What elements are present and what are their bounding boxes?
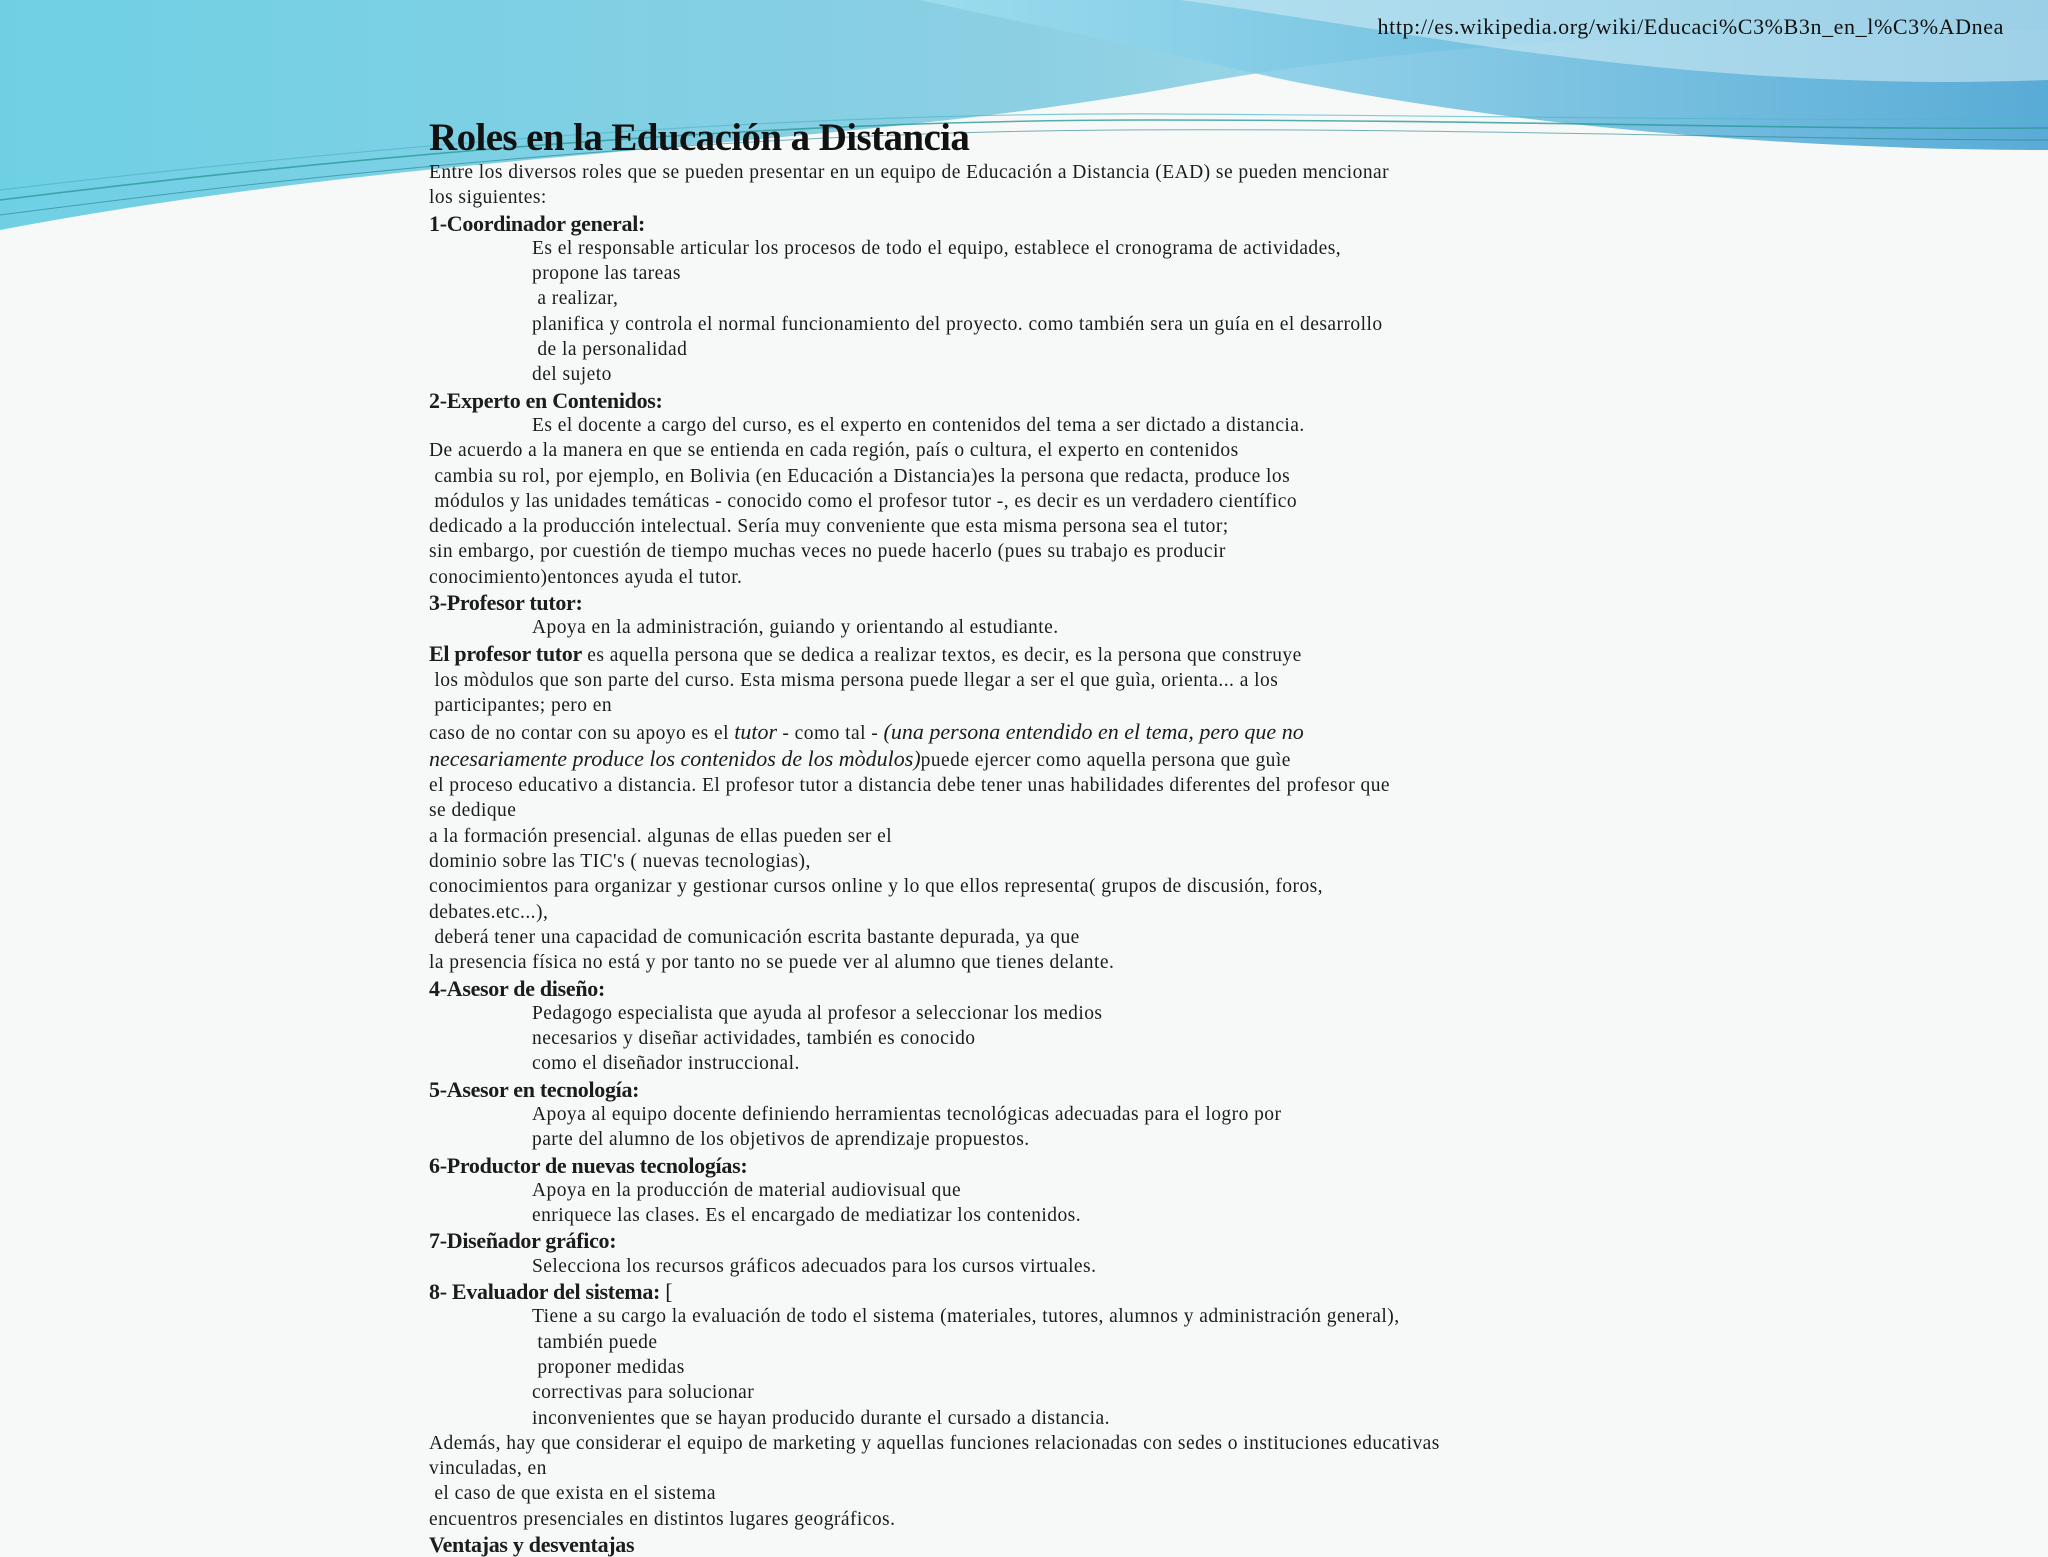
- role-text-line: Apoya en la producción de material audiovisual que: [532, 1179, 962, 1201]
- role-text-line: parte del alumno de los objetivos de aprendizaje propuestos.: [532, 1129, 1030, 1151]
- role-text-line: planifica y controla el normal funcionamiento del proyecto. como también sera un guía en el desarrollo: [532, 313, 1383, 335]
- intro-line-2: los siguientes:: [429, 187, 547, 209]
- role-text-line: proponer medidas: [532, 1356, 685, 1378]
- role-text-line: conocimiento)entonces ayuda el tutor.: [429, 566, 743, 588]
- role-text-line: el proceso educativo a distancia. El profesor tutor a distancia debe tener unas habilidades diferentes del profesor que: [429, 775, 1391, 797]
- role-text-line: también puede: [532, 1331, 658, 1353]
- slide-content: [429, 116, 1629, 1557]
- role-text-line: dedicado a la producción intelectual. Sería muy conveniente que esta misma persona sea el tutor;: [429, 516, 1229, 538]
- role-text-line: enriquece las clases. Es el encargado de mediatizar los contenidos.: [532, 1205, 1082, 1227]
- role-text-line: deberá tener una capacidad de comunicación escrita bastante depurada, ya que: [429, 926, 1080, 948]
- bold-lead: El profesor tutor: [429, 640, 582, 666]
- role-text-line: Tiene a su cargo la evaluación de todo el sistema (materiales, tutores, alumnos y administración general),: [532, 1306, 1400, 1328]
- role-text-line: De acuerdo a la manera en que se entienda en cada región, país o cultura, el experto en contenidos: [429, 440, 1239, 462]
- role-text-line: Apoya en la administración, guiando y orientando al estudiante.: [532, 617, 1059, 639]
- role-text-line: propone las tareas: [532, 263, 681, 285]
- role-text-line: como el diseñador instruccional.: [532, 1053, 800, 1075]
- text-span: caso de no contar con su apoyo es el: [429, 722, 735, 744]
- italic-span: (una persona entendido en el tema, pero que no: [883, 718, 1304, 744]
- source-url: http://es.wikipedia.org/wiki/Educaci%C3%B3n_en_l%C3%ADnea: [1377, 14, 2004, 39]
- role-text-line: Es el docente a cargo del curso, es el experto en contenidos del tema a ser dictado a distancia.: [532, 414, 1305, 436]
- role-text-line: sin embargo, por cuestión de tiempo muchas veces no puede hacerlo (pues su trabajo es producir: [429, 541, 1226, 563]
- role-text-line: participantes; pero en: [429, 695, 613, 717]
- role-text-line: del sujeto: [532, 364, 612, 386]
- role-text-line: correctivas para solucionar: [532, 1382, 755, 1404]
- heading-suffix: [: [660, 1279, 673, 1305]
- role-text-line: módulos y las unidades temáticas - conocido como el profesor tutor -, es decir es un verdadero científico: [429, 490, 1298, 512]
- role-text-line: Apoya al equipo docente definiendo herramientas tecnológicas adecuadas para el logro por: [532, 1103, 1282, 1125]
- text-span: - como tal -: [777, 722, 884, 744]
- role-heading-disenador-grafico: 7-Diseñador gráfico:: [429, 1228, 617, 1254]
- role-heading-asesor-tecnologia: 5-Asesor en tecnología:: [429, 1076, 640, 1102]
- role-text-line: los mòdulos que son parte del curso. Esta misma persona puede llegar a ser el que guìa, orienta... a los: [429, 669, 1279, 691]
- role-heading-evaluador: [429, 1279, 1629, 1304]
- intro-line-1: Entre los diversos roles que se pueden presentar en un equipo de Educación a Distancia (EAD) se pueden mencionar: [429, 162, 1390, 183]
- page-title: Roles en la Educación a Distancia: [429, 116, 970, 159]
- italic-span: tutor: [734, 718, 778, 744]
- role-heading-coordinador: 1-Coordinador general:: [429, 210, 646, 236]
- role-text-line: se dedique: [429, 800, 517, 822]
- role-text-line: debates.etc...),: [429, 901, 549, 923]
- role-text-line: Es el responsable articular los procesos de todo el equipo, establece el cronograma de actividades,: [532, 237, 1342, 259]
- role-heading-experto: 2-Experto en Contenidos:: [429, 387, 663, 413]
- closing-line: el caso de que exista en el sistema: [429, 1483, 716, 1505]
- closing-line: vinculadas, en: [429, 1458, 547, 1480]
- role-text-line: [429, 719, 1629, 746]
- role-text-line: a la formación presencial. algunas de ellas pueden ser el: [429, 825, 893, 847]
- role-text-line: [429, 641, 1629, 668]
- role-heading-asesor-diseno: 4-Asesor de diseño:: [429, 975, 606, 1001]
- text-span: puede ejercer como aquella persona que guìe: [920, 749, 1291, 771]
- heading-text: 8- Evaluador del sistema:: [429, 1279, 661, 1305]
- role-text-line: necesarios y diseñar actividades, también es conocido: [532, 1028, 976, 1050]
- role-text-line: cambia su rol, por ejemplo, en Bolivia (en Educación a Distancia)es la persona que redacta, produce los: [429, 465, 1291, 487]
- role-text-line: de la personalidad: [532, 339, 688, 361]
- cut-off-heading: Ventajas y desventajas: [429, 1532, 635, 1557]
- role-heading-productor: 6-Productor de nuevas tecnologías:: [429, 1152, 748, 1178]
- role-text-line: la presencia física no está y por tanto no se puede ver al alumno que tienes delante.: [429, 952, 1115, 974]
- closing-line: encuentros presenciales en distintos lugares geográficos.: [429, 1508, 896, 1530]
- closing-line: Además, hay que considerar el equipo de marketing y aquellas funciones relacionadas con sedes o instituciones educativas: [429, 1432, 1440, 1454]
- role-text-line: dominio sobre las TIC's ( nuevas tecnologias),: [429, 851, 811, 873]
- lead-rest: es aquella persona que se dedica a realizar textos, es decir, es la persona que construye: [581, 644, 1302, 666]
- role-text-line: conocimientos para organizar y gestionar cursos online y lo que ellos representa( grupos de discusión, foros,: [429, 876, 1324, 898]
- role-text-line: inconvenientes que se hayan producido durante el cursado a distancia.: [532, 1407, 1110, 1429]
- role-text-line: Selecciona los recursos gráficos adecuados para los cursos virtuales.: [532, 1255, 1097, 1277]
- role-text-line: [429, 746, 1629, 773]
- italic-span: necesariamente produce los contenidos de los mòdulos): [429, 745, 921, 771]
- role-text-line: Pedagogo especialista que ayuda al profesor a seleccionar los medios: [532, 1002, 1103, 1024]
- role-heading-profesor-tutor: 3-Profesor tutor:: [429, 590, 583, 616]
- role-text-line: a realizar,: [532, 288, 619, 310]
